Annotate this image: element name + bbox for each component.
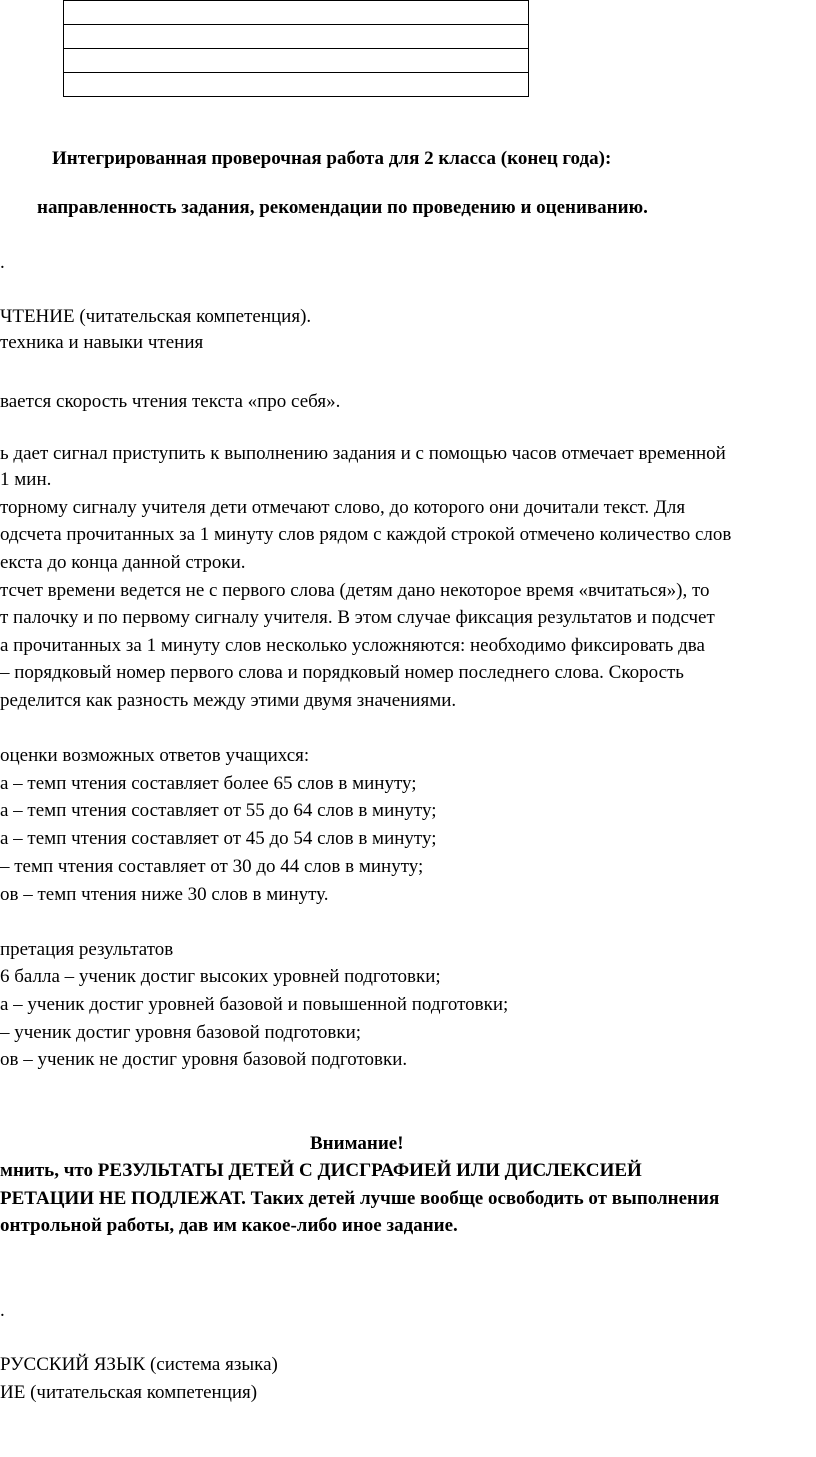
section2-marker: . bbox=[0, 1300, 5, 1321]
criteria-item: – темп чтения составляет от 30 до 44 слов в минуту; bbox=[0, 856, 424, 877]
interpretation-title: претация результатов bbox=[0, 939, 174, 960]
heading-line-2: направленность задания, рекомендации по проведению и оцениванию. bbox=[37, 197, 648, 218]
table-row bbox=[64, 25, 529, 49]
section2-line: ИЕ (читательская компетенция) bbox=[0, 1382, 258, 1403]
criteria-item: а – темп чтения составляет от 55 до 64 слов в минуту; bbox=[0, 800, 437, 821]
section1-line: екста до конца данной строки. bbox=[0, 552, 246, 573]
section1-line: торному сигналу учителя дети отмечают слово, до которого они дочитали текст. Для bbox=[0, 497, 686, 518]
section2-line: РУССКИЙ ЯЗЫК (система языка) bbox=[0, 1354, 278, 1375]
criteria-item: ов – темп чтения ниже 30 слов в минуту. bbox=[0, 884, 329, 905]
heading-line-1: Интегрированная проверочная работа для 2 класса (конец года): bbox=[52, 148, 612, 169]
criteria-title: оценки возможных ответов учащихся: bbox=[0, 745, 310, 766]
section1-line: техника и навыки чтения bbox=[0, 332, 204, 353]
interpretation-item: 6 балла – ученик достиг высоких уровней подготовки; bbox=[0, 966, 441, 987]
table-row bbox=[64, 1, 529, 25]
section1-line: 1 мин. bbox=[0, 469, 52, 490]
top-table bbox=[63, 0, 529, 97]
notice-title: Внимание! bbox=[310, 1133, 404, 1154]
section1-line: тсчет времени ведется не с первого слова (детям дано некоторое время «вчитаться»), то bbox=[0, 580, 710, 601]
table-row bbox=[64, 49, 529, 73]
criteria-item: а – темп чтения составляет от 45 до 54 слов в минуту; bbox=[0, 828, 437, 849]
section1-line: ределится как разность между этими двумя значениями. bbox=[0, 690, 457, 711]
notice-line: онтрольной работы, дав им какое-либо иное задание. bbox=[0, 1215, 458, 1236]
interpretation-item: – ученик достиг уровня базовой подготовки; bbox=[0, 1022, 362, 1043]
section1-line: т палочку и по первому сигналу учителя. В этом случае фиксация результатов и подсчет bbox=[0, 607, 715, 628]
interpretation-item: ов – ученик не достиг уровня базовой подготовки. bbox=[0, 1049, 408, 1070]
section1-marker: . bbox=[0, 252, 5, 273]
interpretation-item: а – ученик достиг уровней базовой и повышенной подготовки; bbox=[0, 994, 509, 1015]
table-row bbox=[64, 73, 529, 97]
section1-line: одсчета прочитанных за 1 минуту слов рядом с каждой строкой отмечено количество слов bbox=[0, 524, 732, 545]
section1-line: ЧТЕНИЕ (читательская компетенция). bbox=[0, 306, 312, 327]
criteria-item: а – темп чтения составляет более 65 слов в минуту; bbox=[0, 773, 417, 794]
section1-line: – порядковый номер первого слова и порядковый номер последнего слова. Скорость bbox=[0, 662, 684, 683]
section1-line: а прочитанных за 1 минуту слов несколько усложняются: необходимо фиксировать два bbox=[0, 635, 705, 656]
section1-line: ь дает сигнал приступить к выполнению задания и с помощью часов отмечает временной bbox=[0, 443, 726, 464]
notice-line: РЕТАЦИИ НЕ ПОДЛЕЖАТ. Таких детей лучше вообще освободить от выполнения bbox=[0, 1188, 720, 1209]
notice-line: мнить, что РЕЗУЛЬТАТЫ ДЕТЕЙ С ДИСГРАФИЕЙ ИЛИ ДИСЛЕКСИЕЙ bbox=[0, 1160, 642, 1181]
section1-line: вается скорость чтения текста «про себя». bbox=[0, 391, 341, 412]
